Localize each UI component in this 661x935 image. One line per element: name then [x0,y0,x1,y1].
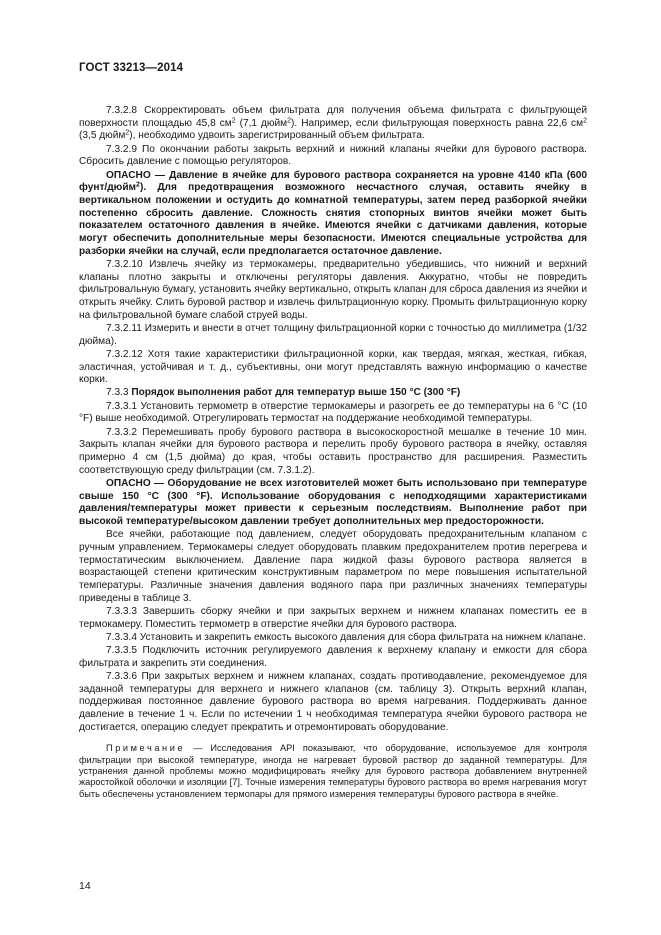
note-paragraph [79,743,587,799]
text-segment: (7,1 дюйм [235,117,288,129]
danger-paragraph [79,478,587,529]
text-segment: 7.3.2.11 Измерить и внести в отчет толщину фильтрационной корки с точностью до миллиметра (1/32 дюйма). [79,322,587,347]
document-body [79,105,587,800]
text-segment: (3,5 дюйм [79,130,126,142]
body-paragraph [79,401,587,426]
text-segment: 7.3.3.3 Завершить сборку ячейки и при закрытых верхнем и нижнем клапанах поместить ее в термокамеру. Поместить термометр в отверстие ячейки для бурового раствора. [79,605,587,630]
body-paragraph [79,259,587,323]
superscript: 2 [287,117,292,125]
text-segment: 7.3.2.10 Извлечь ячейку из термокамеры, предварительно убедившись, что нижний и верхний клапаны плотно закрыты и отключены регуляторы давления. Аккуратно, чтобы не повредить фильтровальную бумагу, установить ячейку вертикально, открыть клапан для сброса давления из ячейки и открыть ячейку. Слить буровой раствор и извлечь фильтрационную корку. Промыть фильтрационную корку на фильтровальной бумаге слабой струей воды. [79,258,587,321]
text-segment: ). Например, если фильтрующая поверхность равна 22,6 см [291,117,584,129]
superscript: 2 [583,117,587,125]
text-segment: 7.3.2.8 Скорректировать объем фильтрата для получения объема фильтрата с фильтрующей поверхности площадью 45,8 см [79,105,587,129]
body-paragraph [79,323,587,348]
body-paragraph [79,105,587,143]
text-segment: 7.3.2.9 По окончании работы закрыть верхний и нижний клапаны ячейки для бурового раствора. Сбросить давление с помощью регуляторов. [79,143,587,168]
text-segment: 7.3.2.12 Хотя такие характеристики фильтрационной корки, как твердая, мягкая, жесткая, гибкая, эластичная, устойчивая и т. д., субъективны, они могут представлять важную информацию о качестве корки. [79,348,587,386]
danger-paragraph [79,170,587,259]
text-segment: ОПАСНО — Оборудование не всех изготовителей может быть использовано при температуре свыше 150 °С (300 °F). Использование оборудования с неподходящими характеристиками давления/температуры может привести к серьезным последствиям. Выполнение работ при высокой температуре/высоком давлении требует дополнительных мер предосторожности. [79,477,587,527]
superscript: 2 [136,181,140,189]
page-number: 14 [79,880,91,892]
text-segment: 7.3.3.5 Подключить источник регулируемого давления к верхнему клапану и емкости для сбора фильтрата и закрепить эти соединения. [79,645,587,669]
body-paragraph [79,632,587,645]
section-heading [79,387,587,400]
note-label: Примечание [106,743,186,754]
text-segment: 7.3.3.1 Установить термометр в отверстие термокамеры и разогреть ее до температуры на 6 °С (10 °F) выше необходимой. Отрегулировать термостат на поддержание необходимой температуры. [79,400,587,425]
text-segment: 7.3.3.4 Установить и закрепить емкость высокого давления для сбора фильтрата на нижнем клапане. [106,631,586,643]
body-paragraph [79,645,587,670]
document-code-header: ГОСТ 33213—2014 [79,62,184,74]
superscript: 2 [125,129,130,137]
body-paragraph [79,529,587,605]
body-paragraph [79,671,587,735]
text-segment: ), необходимо удвоить зарегистрированный объем фильтрата. [129,130,425,142]
text-segment: ). Для предотвращения возможного несчастного случая, оставить ячейку в вертикальном положении и остудить до комнатной температуры, затем перед разборкой ячейки постепенно сбросить давление. Сложность снятия стопорных винтов ячейки может быть показателем остаточного давления в ячейке. Имеются ячейки с датчиками давления, которые могут обеспечить дополнительные меры безопасности. Имеются специальные устройства для разборки ячейки на случай, если предполагается остаточное давление. [79,182,587,257]
body-paragraph [79,427,587,478]
body-paragraph [79,349,587,387]
text-segment: Все ячейки, работающие под давлением, следует оборудовать предохранительным клапаном с ручным управлением. Термокамеры следует оборудовать плавким предохранителем против перегрева и термостатическим выключением. Давление пара жидкой фазы бурового раствора является в возрастающей степени критическим конструктивным параметром по мере повышения испытательной температуры. Различные значения давления водяного пара при различных значениях температуры приведены в таблице 3. [79,529,587,604]
text-segment: Порядок выполнения работ для температур выше 150 °С (300 °F) [131,387,461,399]
text-segment: 7.3.3.2 Перемешивать пробу бурового раствора в высокоскоростной мешалке в течение 10 мин. Закрыть клапан ячейки для бурового раствора и перелить пробу бурового раствора в ячейку, оставляя примерно 4 см (1,5 дюйма) до края, чтобы оставить пространство для расширения. Разместить соответствующую среду фильтрации (см. 7.3.1.2). [79,426,587,476]
note-text: — Исследования API показывают, что оборудование, используемое для контроля фильтрации при высокой температуре, иногда не нагревает буровой раствор до заданной температуры. Для устранения данной проблемы можно модифицировать ячейку для бурового раствора добавлением внутренней жаростойкой оболочки и изоляции [7]. Точные измерения температуры бурового раствора во время нагревания могут быть обеспечены установлением термопары для прямого измерения температуры бурового раствора в ячейке. [79,743,587,799]
text-segment: 7.3.3 [106,387,132,399]
superscript: 2 [231,117,236,125]
body-paragraph [79,144,587,169]
text-segment: ОПАСНО — Давление в ячейке для бурового раствора сохраняется на уровне 4140 кПа (600 фунт/дюйм [79,169,587,194]
body-paragraph [79,606,587,631]
text-segment: 7.3.3.6 При закрытых верхнем и нижнем клапанах, создать противодавление, рекомендуемое для заданной температуры для верхнего и нижнего клапанов (см. таблицу 3). Открыть верхний клапан, поддерживая постоянное давление бурового раствора во время нагревания. Поддерживать данное давление в течение 1 ч. Если по истечении 1 ч необходимая температура ячейки бурового раствора не достигается, операцию следует прекратить и отремонтировать оборудование. [79,670,587,733]
